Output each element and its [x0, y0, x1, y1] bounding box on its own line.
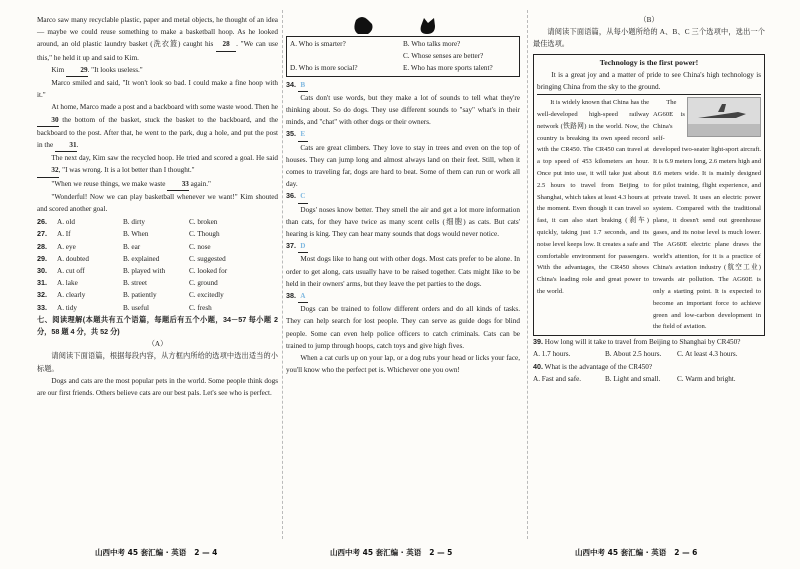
option-c[interactable]: C. fresh — [189, 303, 212, 312]
footer-title: 山西中考 45 套汇编 · 英语 — [575, 548, 667, 557]
question-40 — [533, 361, 765, 373]
section-heading: 七、阅读理解(本题共有五个语篇，每题后有五个小题，34－57 每小题 2 分，58 题 4 分，共 52 分) — [37, 314, 278, 337]
article-right — [653, 97, 761, 333]
q-num: 29. — [37, 253, 47, 263]
option-b[interactable]: B. ear — [123, 242, 141, 251]
q-num: 27. — [37, 229, 47, 239]
passage-paragraph: Most dogs like to hang out with other dogs. Most cats prefer to be alone. In order to get along, cats usually have to be raised together. Cats might like to be held in their owners' arms, but they leave the pet parties to the dogs. — [286, 255, 520, 288]
option-c[interactable]: C. broken — [189, 218, 218, 227]
option-a[interactable]: A. 1.7 hours. — [533, 350, 571, 359]
text: Kim — [51, 65, 65, 74]
option-b[interactable]: B. useful — [123, 303, 149, 312]
aircraft-image — [687, 97, 761, 137]
text: The next day, Kim saw the recycled hoop. He tried and scored a goal. He said — [51, 154, 278, 163]
article-intro: It is a great joy and a matter of pride to see China's high technology is bringing China from the sky to the ground. — [537, 69, 761, 95]
option-c[interactable]: C. suggested — [189, 254, 226, 263]
option-c[interactable]: C. nose — [189, 242, 211, 251]
option-b[interactable]: B. When — [123, 230, 149, 239]
article-left — [537, 97, 649, 333]
q-num: 36. — [286, 191, 296, 201]
footer-title: 山西中考 45 套汇编 · 英语 — [95, 548, 187, 557]
box-option: C. Whose senses are better? — [403, 52, 484, 61]
option-a[interactable]: A. cut off — [57, 267, 85, 276]
q-num: 39. — [533, 337, 543, 347]
instructions: 请阅读下面语篇，根据每段内容，从方框内所给的选项中选出适当的小标题。 — [37, 352, 278, 373]
cloze-paragraph — [37, 152, 278, 177]
text: the bottom of the basket, stuck the basket to the backboard, and the backboard to the post. After that, he went to the park, dug a hole, and put the post in the — [37, 115, 279, 150]
cloze-paragraph: Marco smiled and said, "It won't look so bad. I could make a fine hoop with it." — [37, 79, 278, 100]
question-text: What is the advantage of the CR450? — [544, 362, 653, 371]
page-footer — [575, 547, 697, 559]
question-39 — [533, 336, 765, 348]
blank-33: 33 — [167, 178, 189, 191]
q-num: 34. — [286, 79, 296, 89]
text: Marco saw many recyclable plastic, paper and metal objects, he thought of an idea — maybe we could reuse something to make a basketball hoop. As he looked around, an old plastic laundry basket (洗衣篮) caught his — [37, 16, 278, 49]
option-a[interactable]: A. Fast and safe. — [533, 374, 582, 383]
option-b[interactable]: B. explained — [123, 254, 160, 263]
question-36 — [286, 190, 520, 203]
q-num: 28. — [37, 241, 47, 251]
text: . — [76, 141, 79, 150]
q-num: 26. — [37, 217, 47, 227]
text: . "We can use this," he held it up and said to Kim. — [37, 40, 279, 62]
blank-28: 28 — [216, 38, 236, 51]
answer-input[interactable]: D — [298, 240, 308, 253]
footer-title: 山西中考 45 套汇编 · 英语 — [330, 548, 422, 557]
answer-input[interactable]: B — [298, 79, 308, 92]
column-right — [533, 14, 765, 385]
option-row — [37, 277, 278, 289]
text: "When we reuse things, we make waste — [51, 179, 166, 188]
blank-29: 29 — [66, 64, 88, 77]
option-row — [37, 302, 278, 314]
option-a[interactable]: A. If — [57, 230, 71, 239]
cloze-paragraph — [37, 178, 278, 191]
pets-illustration — [286, 14, 520, 34]
option-b[interactable]: B. played with — [123, 267, 166, 276]
column-left — [37, 14, 278, 399]
option-b[interactable]: B. street — [123, 279, 147, 288]
options-box — [286, 36, 520, 77]
option-row — [37, 265, 278, 277]
column-divider — [527, 10, 528, 539]
q-num: 32. — [37, 290, 47, 300]
option-c[interactable]: C. Though — [189, 230, 220, 239]
blank-32: 32 — [37, 164, 59, 177]
passage-paragraph: Dogs can be trained to follow different orders and do all kinds of tasks. They can help search for lost people. They can serve as guide dogs for blind people. Some can even help police officers to catch criminals. Cats can be trained to jump through hoops, catch toys and give high fives. — [286, 305, 520, 350]
question-34 — [286, 79, 520, 92]
q39-options — [533, 348, 765, 360]
option-c[interactable]: C. ground — [189, 279, 218, 288]
question-37 — [286, 240, 520, 253]
q-num: 40. — [533, 361, 543, 371]
question-35 — [286, 128, 520, 141]
option-a[interactable]: A. tidy — [57, 303, 77, 312]
answer-input[interactable]: C — [298, 190, 308, 203]
passage-label: （B） — [639, 16, 659, 24]
q-num: 33. — [37, 302, 47, 312]
text: , "I was wrong. It is a lot better than I thought." — [58, 166, 195, 175]
question-text: How long will it take to travel from Beijing to Shanghai by CR450? — [544, 338, 741, 347]
passage-paragraph: Cats don't use words, but they make a lot of sounds to tell what they're thinking about. So do dogs. They use different sounds to "say" what's in their minds, and "chat" with other dogs or their owners. — [286, 93, 520, 127]
box-option: B. Who talks more? — [403, 40, 461, 48]
option-b[interactable]: B. patiently — [123, 291, 157, 300]
box-option: A. Who is smarter? — [290, 40, 346, 48]
option-row — [37, 253, 278, 265]
q40-options — [533, 373, 765, 385]
option-row — [37, 241, 278, 253]
box-option: E. Who has more sports talent? — [403, 64, 493, 73]
option-c[interactable]: C. excitedly — [189, 291, 224, 300]
article-columns — [537, 97, 761, 333]
airplane-icon — [688, 98, 760, 136]
column-divider — [282, 10, 283, 539]
page-number: 2 — 6 — [674, 548, 698, 557]
article-box — [533, 54, 765, 337]
box-option: D. Who is more social? — [290, 64, 358, 73]
passage-paragraph: Dogs and cats are the most popular pets in the world. Some people think dogs are our first friends. Others believe cats are our best pals. Let's see who is perfect. — [37, 376, 278, 398]
options-list — [37, 216, 278, 314]
option-row — [37, 228, 278, 240]
q-num: 38. — [286, 291, 296, 301]
q-num: 37. — [286, 241, 296, 251]
passage-label: （A） — [147, 340, 168, 349]
dog-cat-icon — [286, 14, 520, 36]
passage-paragraph: Dogs' noses know better. They smell the air and get a lot more information than cats, for they have twice as many scent cells (细胞) as cats. But cats' hearing is king. They can hear many sounds that dogs would never notice. — [286, 205, 520, 239]
passage-paragraph: Cats are great climbers. They love to stay in trees and even on the top of houses. They can jump long and almost always land on their feet. Still, when it comes to traveling far, dogs are hard to beat. Some of them can run or work all day. — [286, 143, 520, 189]
cr450-text: It is widely known that China has the well-developed high-speed railway network (铁路网) in the world. Now, the country is breaking its own speed record with the CR450. The CR450 can travel at a top speed of 453 kilometers an hour. Once put into use, it will take just about 2.5 hours to travel from Beijing to Shanghai, which takes at least 4.3 hours at the moment. Even though it can travel so fast, it can also start braking (刹车) quickly, taking just 1.7 seconds, and its noise level keeps low. It creates a safe and comfortable environment for passengers. With the advantages, the CR450 shows China's leading role and great power to the world. — [537, 99, 649, 295]
blank-30: 30 — [37, 114, 59, 127]
q-num: 30. — [37, 266, 47, 276]
cloze-paragraph — [37, 64, 278, 77]
article-title: Technology is the first power! — [599, 57, 699, 67]
question-38 — [286, 290, 520, 303]
answer-input[interactable]: A — [298, 290, 308, 303]
ag60e-text: The AG60E is China's self-developed two-seater light-sport aircraft. It is 6.9 meters long, 2.6 meters high and 8.6 meters wide. It is mainly designed for pilot training, flight experience, and private travel. It uses an electric power system. Compared with the traditional plane, it doesn't send out greenhouse gases, and its noise level is much lower. The AG60E electric plane draws the world's attention, for it is a practice of China's aviation industry (航空工业) towards air pollution. The AG60E is only a starting point. It is expected to become an important force to achieve green and low-carbon development in the field of aviation. — [653, 99, 761, 331]
page-number: 2 — 4 — [194, 548, 218, 557]
answer-input[interactable]: E — [298, 128, 308, 141]
cloze-paragraph — [37, 101, 278, 152]
option-b[interactable]: B. Light and small. — [605, 374, 661, 383]
option-a[interactable]: A. old — [57, 218, 75, 227]
option-a[interactable]: A. lake — [57, 279, 78, 288]
instructions: 请阅读下面语篇，从每小题所给的 A、B、C 三个选项中，选出一个最佳选项。 — [533, 28, 765, 49]
page-footer — [95, 547, 217, 559]
text: again." — [190, 179, 211, 188]
cloze-paragraph: "Wonderful! Now we can play basketball whenever we want!" Kim shouted and scored another goal. — [37, 192, 278, 214]
page-number: 2 — 5 — [429, 548, 453, 557]
cloze-paragraph — [37, 14, 278, 64]
blank-31: 31 — [55, 139, 77, 152]
text: At home, Marco made a post and a backboard with some waste wood. Then he — [51, 103, 279, 112]
option-c[interactable]: C. At least 4.3 hours. — [677, 350, 738, 359]
page-footer — [330, 547, 452, 559]
option-b[interactable]: B. About 2.5 hours. — [605, 350, 662, 359]
option-row — [37, 289, 278, 301]
text: . "It looks useless." — [87, 65, 143, 74]
q-num: 31. — [37, 278, 47, 288]
option-row — [37, 216, 278, 228]
option-b[interactable]: B. dirty — [123, 218, 145, 227]
option-a[interactable]: A. clearly — [57, 291, 86, 300]
q-num: 35. — [286, 129, 296, 139]
option-c[interactable]: C. Warm and bright. — [677, 374, 736, 383]
passage-paragraph: When a cat curls up on your lap, or a dog rubs your head or licks your face, you'll know who the perfect pet is. Whichever one you own! — [286, 354, 520, 375]
option-a[interactable]: A. eye — [57, 242, 76, 251]
option-c[interactable]: C. looked for — [189, 267, 228, 276]
column-middle — [286, 14, 520, 376]
option-a[interactable]: A. doubted — [57, 254, 89, 263]
